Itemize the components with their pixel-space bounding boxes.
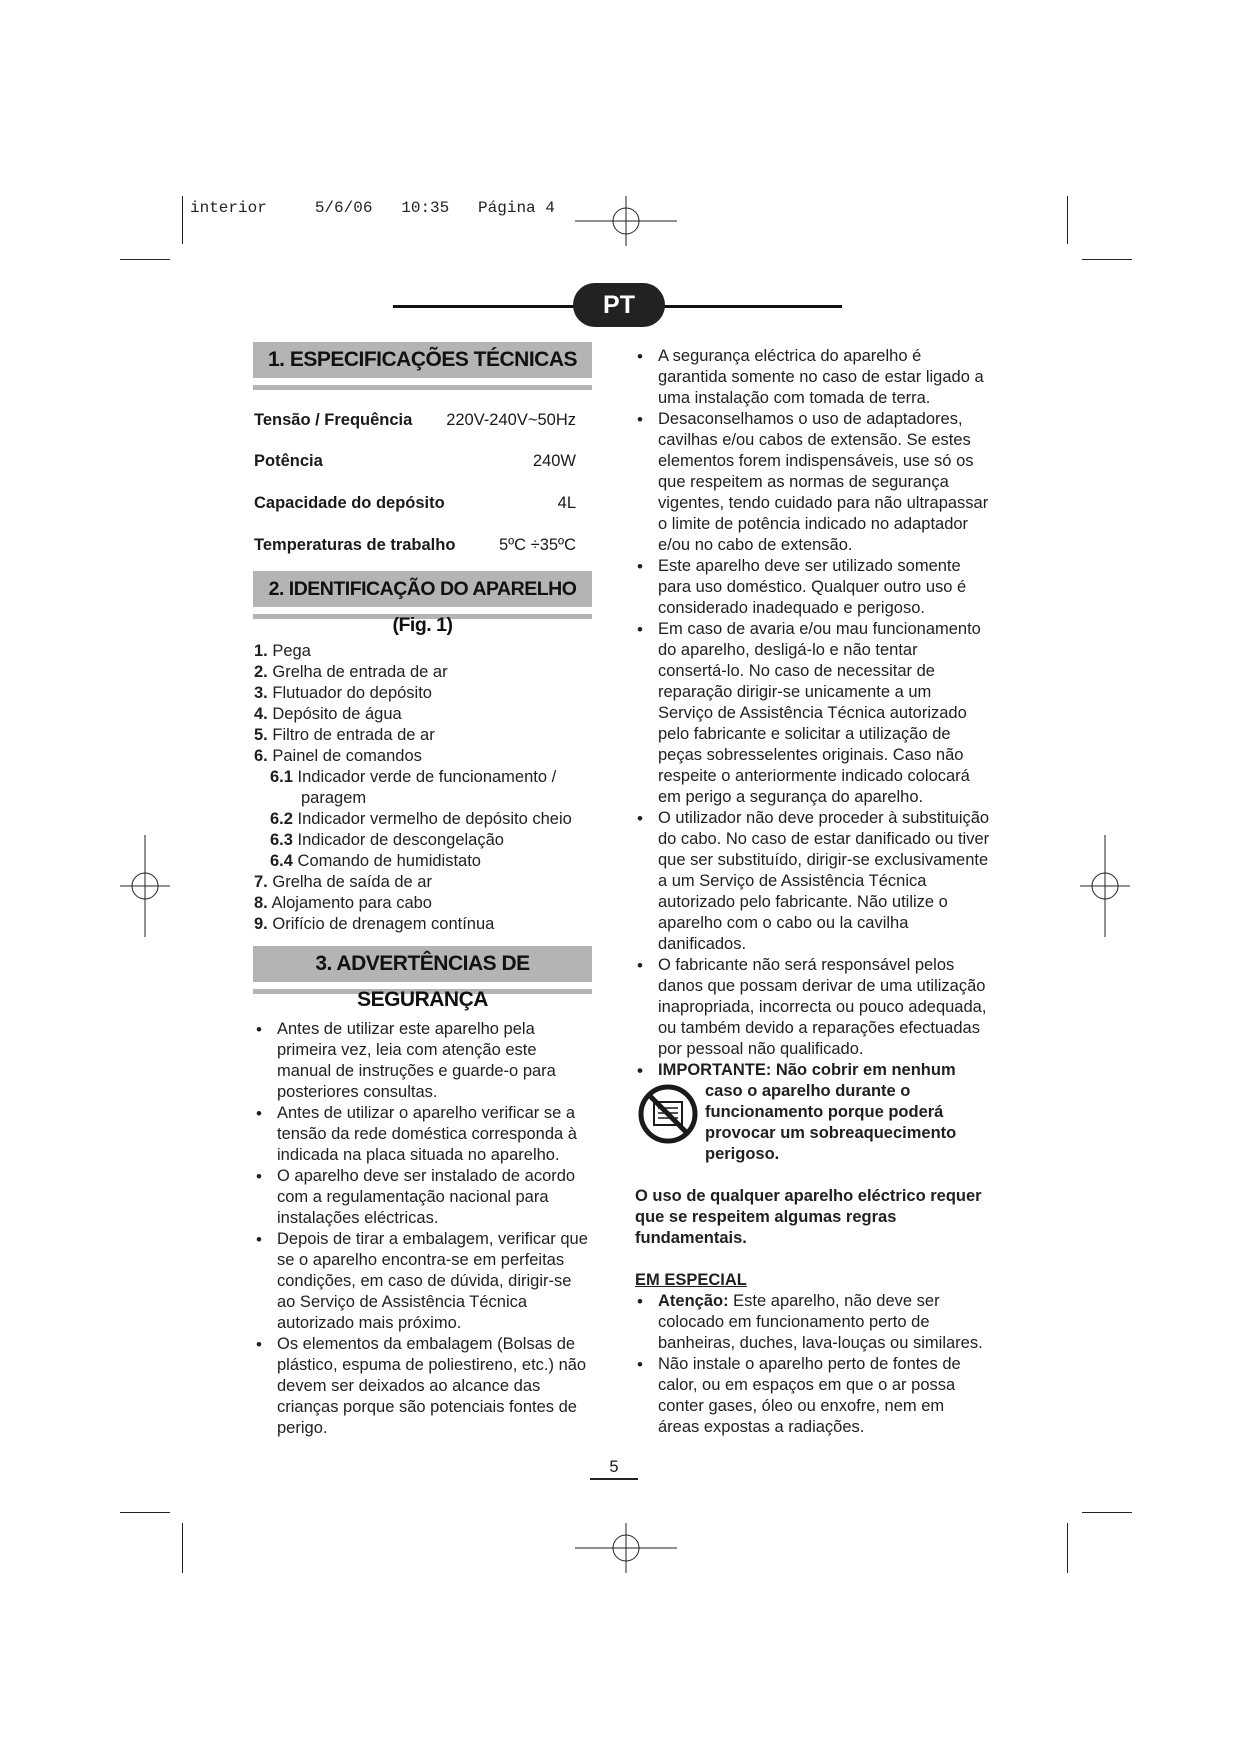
spec-row	[254, 494, 576, 513]
spec-value: 240W	[532, 452, 576, 470]
registration-mark-icon	[1080, 835, 1130, 937]
list-item: 6.3 Indicador de descongelação	[270, 831, 504, 849]
rules-note: O uso de qualquer aparelho eléctrico requer que se respeitem algumas regras fundamentais.	[635, 1187, 982, 1247]
list-item: • Antes de utilizar o aparelho verificar se a tensão da rede doméstica corresponda à indicada na placa situada no aparelho.	[254, 1103, 594, 1166]
list-item: • Em caso de avaria e/ou mau funcionamento do aparelho, desligá-lo e não tentar consertá-lo. No caso de necessitar de reparação dirigir-se unicamente a um Serviço de Assistência Técnica autorizado pelo fabricante e solicitar a utilização de peças sobresselentes originais. Caso não respeite o anteriormente indicado colocará em perigo a segurança do aparelho.	[635, 619, 990, 808]
printer-slug: interior 5/6/06 10:35 Página 4	[190, 199, 555, 217]
list-item: 5. Filtro de entrada de ar	[254, 726, 435, 744]
list-item: • O aparelho deve ser instalado de acordo com a regulamentação nacional para instalações eléctricas.	[254, 1166, 594, 1229]
list-item: 2. Grelha de entrada de ar	[254, 663, 448, 681]
header-rule-left	[393, 305, 583, 308]
list-item: 6. Painel de comandos	[254, 747, 422, 765]
registration-mark-icon	[575, 196, 677, 246]
language-badge: PT	[573, 283, 665, 327]
important-warning: • IMPORTANTE: Não cobrir em nenhum caso o aparelho durante o funcionamento porque poderá provocar um sobreaquecimento perigoso.	[635, 1060, 990, 1165]
list-item: 3. Flutuador do depósito	[254, 684, 432, 702]
no-cover-prohibition-icon	[637, 1083, 699, 1145]
crop-mark	[182, 196, 183, 244]
page-number: 5	[590, 1458, 638, 1480]
list-item: 9. Orifício de drenagem contínua	[254, 915, 495, 933]
spec-label: Potência	[254, 452, 323, 470]
header-rule-right	[655, 305, 842, 308]
section-title: 2. IDENTIFICAÇÃO DO APARELHO (Fig. 1)	[253, 571, 592, 607]
list-item: • Antes de utilizar este aparelho pela primeira vez, leia com atenção este manual de instruções e guarde-o para posteriores consultas.	[254, 1019, 594, 1103]
registration-mark-icon	[120, 835, 170, 937]
crop-mark	[120, 1512, 170, 1513]
list-item: 7. Grelha de saída de ar	[254, 873, 432, 891]
list-item: • Os elementos da embalagem (Bolsas de plástico, espuma de poliestireno, etc.) não devem ser deixados ao alcance das crianças porque são potenciais fontes de perigo.	[254, 1334, 594, 1439]
parts-list	[254, 641, 594, 935]
list-item: • Este aparelho deve ser utilizado somente para uso doméstico. Qualquer outro uso é considerado inadequado e perigoso.	[635, 556, 990, 619]
crop-mark	[182, 1523, 183, 1573]
crop-mark	[1082, 1512, 1132, 1513]
spec-row	[254, 452, 576, 471]
spec-value: 5ºC ÷35ºC	[498, 536, 576, 554]
section-title: 3. ADVERTÊNCIAS DE SEGURANÇA	[253, 946, 592, 982]
list-item: • Não instale o aparelho perto de fontes de calor, ou em espaços em que o ar possa conter gases, óleo ou enxofre, nem em áreas expostas a radiações.	[635, 1354, 990, 1438]
spec-label: Tensão / Frequência	[254, 411, 413, 429]
list-item: • Atenção: Este aparelho, não deve ser colocado em funcionamento perto de banheiras, duches, lava-louças ou similares.	[635, 1291, 990, 1354]
section-title: 1. ESPECIFICAÇÕES TÉCNICAS	[253, 342, 592, 378]
list-item: 4. Depósito de água	[254, 705, 402, 723]
special-heading: EM ESPECIAL	[635, 1271, 747, 1289]
safety-warnings-left	[254, 1019, 594, 1439]
spec-label: Capacidade do depósito	[254, 494, 445, 512]
section-2-header	[253, 571, 592, 636]
registration-mark-icon	[575, 1523, 677, 1573]
spec-row	[254, 536, 576, 555]
list-item: • O fabricante não será responsável pelos danos que possam derivar de uma utilização inapropriada, incorrecta ou pouco adequada, ou também devido a reparações efectuadas por pessoal não qualificado.	[635, 955, 990, 1060]
safety-warnings-right	[635, 346, 990, 1438]
list-item: 6.2 Indicador vermelho de depósito cheio	[270, 810, 572, 828]
spec-value: 220V-240V~50Hz	[446, 411, 576, 429]
list-item: 6.4 Comando de humidistato	[270, 852, 481, 870]
crop-mark	[120, 259, 170, 260]
spec-label: Temperaturas de trabalho	[254, 536, 456, 554]
section-underline	[253, 385, 592, 390]
list-item: • A segurança eléctrica do aparelho é garantida somente no caso de estar ligado a uma instalação com tomada de terra.	[635, 346, 990, 409]
crop-mark	[1067, 196, 1068, 244]
list-item: • Desaconselhamos o uso de adaptadores, cavilhas e/ou cabos de extensão. Se estes elementos forem indispensáveis, use só os que respeitem as normas de segurança vigentes, tendo cuidado para não ultrapassar o limite de potência indicado no adaptador e/ou no cabo de extensão.	[635, 409, 990, 556]
spec-value: 4L	[557, 494, 576, 512]
list-item: 8. Alojamento para cabo	[254, 894, 432, 912]
section-3-header	[253, 946, 592, 1011]
list-item: 6.1 Indicador verde de funcionamento / paragem	[270, 768, 557, 807]
list-item: • Depois de tirar a embalagem, verificar que se o aparelho encontra-se em perfeitas condições, em caso de dúvida, dirigir-se ao Serviço de Assistência Técnica autorizado mais próximo.	[254, 1229, 594, 1334]
list-item: 1. Pega	[254, 642, 311, 660]
crop-mark	[1082, 259, 1132, 260]
spec-row	[254, 411, 576, 430]
crop-mark	[1067, 1523, 1068, 1573]
section-1-header	[253, 342, 592, 390]
list-item: • O utilizador não deve proceder à substituição do cabo. No caso de estar danificado ou tiver que ser substituído, dirigir-se exclusivamente a um Serviço de Assistência Técnica autorizado pelo fabricante. Não utilize o aparelho com o cabo ou la cavilha danificados.	[635, 808, 990, 955]
